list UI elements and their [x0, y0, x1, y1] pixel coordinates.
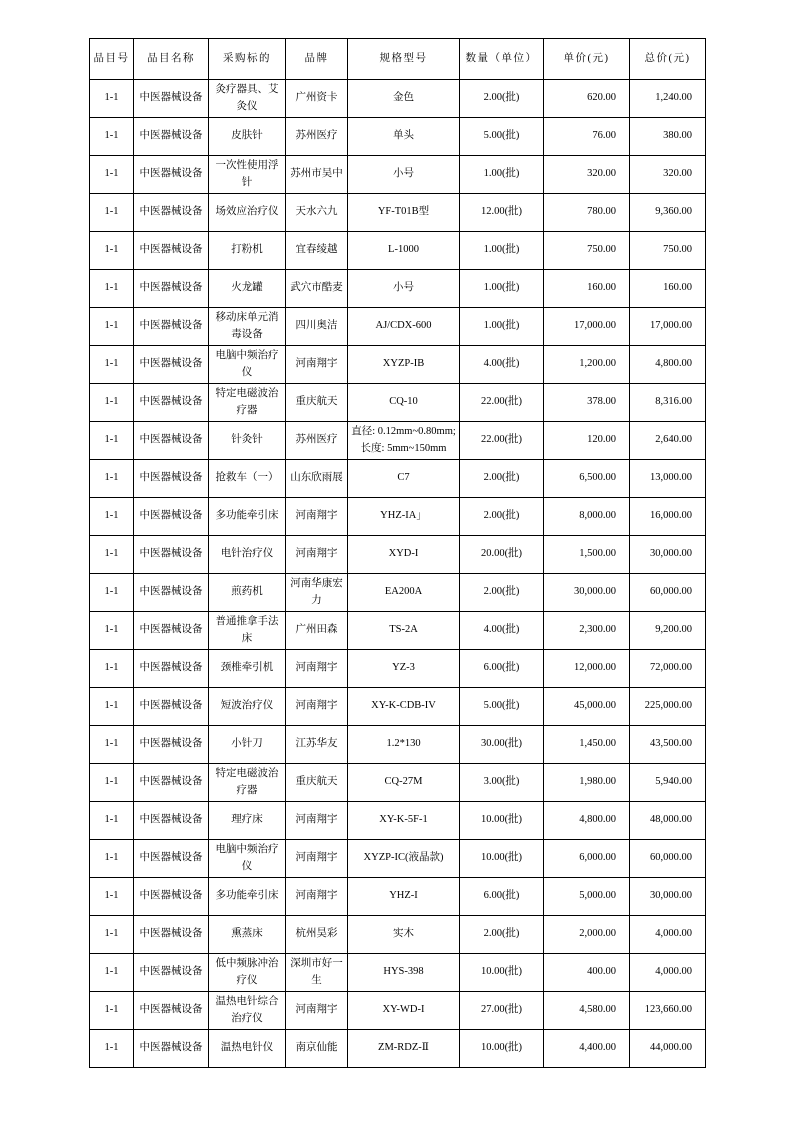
cell-quantity: 1.00(批)	[460, 308, 544, 346]
table-row	[90, 422, 706, 460]
table-row	[90, 536, 706, 574]
cell-subject: 特定电磁波治疗器	[209, 384, 286, 422]
cell-unit-price: 12,000.00	[544, 650, 630, 688]
cell-brand: 南京仙能	[286, 1030, 348, 1068]
cell-brand: 河南翔宇	[286, 840, 348, 878]
cell-spec-model: L-1000	[348, 232, 460, 270]
cell-subject: 皮肤针	[209, 118, 286, 156]
cell-spec-model: ZM-RDZ-Ⅱ	[348, 1030, 460, 1068]
cell-quantity: 2.00(批)	[460, 916, 544, 954]
table-row	[90, 460, 706, 498]
table-row	[90, 650, 706, 688]
cell-subject: 火龙罐	[209, 270, 286, 308]
header-item-no: 品目号	[90, 39, 134, 80]
cell-brand: 四川奥洁	[286, 308, 348, 346]
cell-subject: 灸疗器具、艾灸仪	[209, 80, 286, 118]
cell-total-price: 1,240.00	[630, 80, 706, 118]
cell-item-name: 中医器械设备	[134, 384, 209, 422]
cell-item-name: 中医器械设备	[134, 688, 209, 726]
cell-item-no: 1-1	[90, 232, 134, 270]
cell-total-price: 48,000.00	[630, 802, 706, 840]
cell-subject: 小针刀	[209, 726, 286, 764]
cell-total-price: 30,000.00	[630, 536, 706, 574]
cell-total-price: 60,000.00	[630, 574, 706, 612]
cell-unit-price: 4,400.00	[544, 1030, 630, 1068]
cell-spec-model: 直径: 0.12mm~0.80mm; 长度: 5mm~150mm	[348, 422, 460, 460]
cell-item-name: 中医器械设备	[134, 80, 209, 118]
cell-total-price: 9,360.00	[630, 194, 706, 232]
cell-item-name: 中医器械设备	[134, 156, 209, 194]
table-row	[90, 574, 706, 612]
cell-spec-model: YHZ-I	[348, 878, 460, 916]
cell-unit-price: 620.00	[544, 80, 630, 118]
cell-subject: 多功能牵引床	[209, 878, 286, 916]
cell-unit-price: 160.00	[544, 270, 630, 308]
table-row	[90, 346, 706, 384]
table-row	[90, 916, 706, 954]
cell-item-name: 中医器械设备	[134, 498, 209, 536]
table-header	[90, 39, 706, 80]
cell-quantity: 20.00(批)	[460, 536, 544, 574]
table-row	[90, 688, 706, 726]
cell-quantity: 3.00(批)	[460, 764, 544, 802]
table-row	[90, 878, 706, 916]
cell-unit-price: 2,000.00	[544, 916, 630, 954]
cell-item-no: 1-1	[90, 688, 134, 726]
cell-spec-model: 单头	[348, 118, 460, 156]
cell-item-name: 中医器械设备	[134, 954, 209, 992]
cell-brand: 河南华康宏力	[286, 574, 348, 612]
cell-brand: 河南翔宇	[286, 802, 348, 840]
cell-item-name: 中医器械设备	[134, 992, 209, 1030]
cell-unit-price: 320.00	[544, 156, 630, 194]
cell-total-price: 750.00	[630, 232, 706, 270]
cell-unit-price: 1,500.00	[544, 536, 630, 574]
cell-quantity: 2.00(批)	[460, 460, 544, 498]
cell-unit-price: 2,300.00	[544, 612, 630, 650]
cell-total-price: 16,000.00	[630, 498, 706, 536]
cell-spec-model: 小号	[348, 156, 460, 194]
header-unit-price: 单价(元)	[544, 39, 630, 80]
cell-subject: 温热电针仪	[209, 1030, 286, 1068]
cell-brand: 武穴市酷麦	[286, 270, 348, 308]
cell-item-name: 中医器械设备	[134, 764, 209, 802]
cell-unit-price: 76.00	[544, 118, 630, 156]
cell-unit-price: 6,500.00	[544, 460, 630, 498]
cell-spec-model: AJ/CDX-600	[348, 308, 460, 346]
cell-item-name: 中医器械设备	[134, 1030, 209, 1068]
cell-brand: 重庆航天	[286, 384, 348, 422]
cell-spec-model: C7	[348, 460, 460, 498]
cell-item-no: 1-1	[90, 612, 134, 650]
cell-brand: 苏州医疗	[286, 118, 348, 156]
cell-unit-price: 30,000.00	[544, 574, 630, 612]
cell-subject: 普通推拿手法床	[209, 612, 286, 650]
cell-item-no: 1-1	[90, 954, 134, 992]
cell-total-price: 123,660.00	[630, 992, 706, 1030]
table-body	[90, 80, 706, 1068]
cell-spec-model: XY-K-CDB-IV	[348, 688, 460, 726]
table-header-row	[90, 39, 706, 80]
table-row	[90, 954, 706, 992]
cell-quantity: 30.00(批)	[460, 726, 544, 764]
cell-subject: 针灸针	[209, 422, 286, 460]
cell-item-no: 1-1	[90, 194, 134, 232]
cell-subject: 颈椎牵引机	[209, 650, 286, 688]
cell-total-price: 4,800.00	[630, 346, 706, 384]
cell-item-name: 中医器械设备	[134, 308, 209, 346]
cell-quantity: 5.00(批)	[460, 118, 544, 156]
cell-quantity: 10.00(批)	[460, 954, 544, 992]
cell-brand: 江苏华友	[286, 726, 348, 764]
cell-quantity: 22.00(批)	[460, 422, 544, 460]
cell-unit-price: 6,000.00	[544, 840, 630, 878]
cell-item-no: 1-1	[90, 118, 134, 156]
cell-total-price: 72,000.00	[630, 650, 706, 688]
cell-item-no: 1-1	[90, 878, 134, 916]
cell-item-name: 中医器械设备	[134, 270, 209, 308]
cell-unit-price: 4,580.00	[544, 992, 630, 1030]
cell-subject: 电脑中频治疗仪	[209, 346, 286, 384]
cell-unit-price: 4,800.00	[544, 802, 630, 840]
cell-item-no: 1-1	[90, 574, 134, 612]
cell-total-price: 2,640.00	[630, 422, 706, 460]
cell-total-price: 44,000.00	[630, 1030, 706, 1068]
cell-brand: 深圳市好一生	[286, 954, 348, 992]
cell-quantity: 1.00(批)	[460, 156, 544, 194]
cell-brand: 河南翔宇	[286, 878, 348, 916]
cell-item-name: 中医器械设备	[134, 802, 209, 840]
cell-item-name: 中医器械设备	[134, 574, 209, 612]
cell-item-name: 中医器械设备	[134, 650, 209, 688]
cell-brand: 重庆航天	[286, 764, 348, 802]
table-row	[90, 118, 706, 156]
cell-unit-price: 120.00	[544, 422, 630, 460]
cell-item-no: 1-1	[90, 308, 134, 346]
cell-quantity: 2.00(批)	[460, 498, 544, 536]
cell-total-price: 60,000.00	[630, 840, 706, 878]
cell-quantity: 2.00(批)	[460, 574, 544, 612]
cell-unit-price: 17,000.00	[544, 308, 630, 346]
table-row	[90, 194, 706, 232]
cell-unit-price: 1,200.00	[544, 346, 630, 384]
cell-brand: 广州田森	[286, 612, 348, 650]
cell-spec-model: YZ-3	[348, 650, 460, 688]
cell-subject: 煎药机	[209, 574, 286, 612]
table-row	[90, 498, 706, 536]
cell-quantity: 10.00(批)	[460, 840, 544, 878]
cell-spec-model: XY-WD-I	[348, 992, 460, 1030]
cell-item-name: 中医器械设备	[134, 612, 209, 650]
cell-spec-model: EA200A	[348, 574, 460, 612]
cell-item-no: 1-1	[90, 156, 134, 194]
cell-quantity: 5.00(批)	[460, 688, 544, 726]
cell-spec-model: 实木	[348, 916, 460, 954]
cell-total-price: 43,500.00	[630, 726, 706, 764]
cell-unit-price: 750.00	[544, 232, 630, 270]
cell-unit-price: 1,450.00	[544, 726, 630, 764]
cell-item-no: 1-1	[90, 650, 134, 688]
cell-total-price: 17,000.00	[630, 308, 706, 346]
cell-subject: 特定电磁波治疗器	[209, 764, 286, 802]
table-row	[90, 1030, 706, 1068]
cell-quantity: 4.00(批)	[460, 346, 544, 384]
cell-item-no: 1-1	[90, 1030, 134, 1068]
cell-unit-price: 378.00	[544, 384, 630, 422]
cell-brand: 河南翔宇	[286, 498, 348, 536]
table-row	[90, 308, 706, 346]
cell-quantity: 10.00(批)	[460, 1030, 544, 1068]
cell-brand: 天水六九	[286, 194, 348, 232]
cell-total-price: 320.00	[630, 156, 706, 194]
cell-unit-price: 8,000.00	[544, 498, 630, 536]
cell-brand: 苏州医疗	[286, 422, 348, 460]
cell-spec-model: YHZ-IA」	[348, 498, 460, 536]
cell-quantity: 12.00(批)	[460, 194, 544, 232]
cell-quantity: 6.00(批)	[460, 878, 544, 916]
cell-spec-model: XYD-I	[348, 536, 460, 574]
cell-subject: 打粉机	[209, 232, 286, 270]
cell-brand: 河南翔宇	[286, 536, 348, 574]
cell-spec-model: XY-K-5F-1	[348, 802, 460, 840]
procurement-items-table	[89, 38, 706, 1068]
table-row	[90, 840, 706, 878]
cell-total-price: 160.00	[630, 270, 706, 308]
cell-item-name: 中医器械设备	[134, 726, 209, 764]
cell-unit-price: 5,000.00	[544, 878, 630, 916]
cell-item-no: 1-1	[90, 536, 134, 574]
cell-unit-price: 400.00	[544, 954, 630, 992]
cell-item-name: 中医器械设备	[134, 840, 209, 878]
cell-item-name: 中医器械设备	[134, 232, 209, 270]
cell-total-price: 5,940.00	[630, 764, 706, 802]
cell-subject: 一次性使用浮针	[209, 156, 286, 194]
cell-quantity: 2.00(批)	[460, 80, 544, 118]
cell-subject: 场效应治疗仪	[209, 194, 286, 232]
cell-spec-model: 小号	[348, 270, 460, 308]
cell-item-name: 中医器械设备	[134, 118, 209, 156]
cell-item-no: 1-1	[90, 80, 134, 118]
cell-subject: 移动床单元消毒设备	[209, 308, 286, 346]
cell-brand: 山东欣雨展	[286, 460, 348, 498]
cell-spec-model: XYZP-IB	[348, 346, 460, 384]
cell-spec-model: 金色	[348, 80, 460, 118]
header-item-name: 品目名称	[134, 39, 209, 80]
cell-subject: 电脑中频治疗仪	[209, 840, 286, 878]
cell-total-price: 13,000.00	[630, 460, 706, 498]
header-brand: 品牌	[286, 39, 348, 80]
cell-unit-price: 45,000.00	[544, 688, 630, 726]
cell-subject: 温热电针综合治疗仪	[209, 992, 286, 1030]
table-row	[90, 764, 706, 802]
cell-item-no: 1-1	[90, 840, 134, 878]
cell-item-name: 中医器械设备	[134, 460, 209, 498]
cell-subject: 短波治疗仪	[209, 688, 286, 726]
cell-item-no: 1-1	[90, 384, 134, 422]
cell-total-price: 4,000.00	[630, 916, 706, 954]
cell-item-no: 1-1	[90, 916, 134, 954]
cell-item-no: 1-1	[90, 764, 134, 802]
cell-item-no: 1-1	[90, 726, 134, 764]
cell-unit-price: 1,980.00	[544, 764, 630, 802]
header-quantity: 数量（单位）	[460, 39, 544, 80]
table-row	[90, 156, 706, 194]
cell-spec-model: XYZP-IC(液晶款)	[348, 840, 460, 878]
cell-quantity: 1.00(批)	[460, 270, 544, 308]
cell-spec-model: YF-T01B型	[348, 194, 460, 232]
cell-brand: 宜春绫越	[286, 232, 348, 270]
cell-quantity: 22.00(批)	[460, 384, 544, 422]
cell-brand: 杭州昊彩	[286, 916, 348, 954]
cell-spec-model: HYS-398	[348, 954, 460, 992]
table-row	[90, 80, 706, 118]
cell-quantity: 1.00(批)	[460, 232, 544, 270]
table-row	[90, 726, 706, 764]
cell-brand: 河南翔宇	[286, 992, 348, 1030]
cell-unit-price: 780.00	[544, 194, 630, 232]
table-row	[90, 232, 706, 270]
cell-subject: 电针治疗仪	[209, 536, 286, 574]
cell-item-no: 1-1	[90, 802, 134, 840]
header-spec-model: 规格型号	[348, 39, 460, 80]
cell-item-no: 1-1	[90, 270, 134, 308]
cell-item-no: 1-1	[90, 460, 134, 498]
cell-item-name: 中医器械设备	[134, 422, 209, 460]
cell-spec-model: CQ-27M	[348, 764, 460, 802]
cell-total-price: 8,316.00	[630, 384, 706, 422]
cell-item-name: 中医器械设备	[134, 878, 209, 916]
cell-quantity: 4.00(批)	[460, 612, 544, 650]
cell-item-name: 中医器械设备	[134, 194, 209, 232]
cell-subject: 低中频脉冲治疗仪	[209, 954, 286, 992]
cell-brand: 河南翔宇	[286, 346, 348, 384]
cell-quantity: 10.00(批)	[460, 802, 544, 840]
cell-spec-model: CQ-10	[348, 384, 460, 422]
cell-subject: 熏蒸床	[209, 916, 286, 954]
cell-brand: 河南翔宇	[286, 688, 348, 726]
cell-total-price: 4,000.00	[630, 954, 706, 992]
cell-subject: 多功能牵引床	[209, 498, 286, 536]
cell-spec-model: 1.2*130	[348, 726, 460, 764]
cell-total-price: 380.00	[630, 118, 706, 156]
table-row	[90, 270, 706, 308]
cell-brand: 广州资卡	[286, 80, 348, 118]
cell-item-name: 中医器械设备	[134, 346, 209, 384]
table-row	[90, 612, 706, 650]
table-row	[90, 384, 706, 422]
cell-total-price: 225,000.00	[630, 688, 706, 726]
cell-item-no: 1-1	[90, 422, 134, 460]
cell-item-no: 1-1	[90, 498, 134, 536]
cell-item-name: 中医器械设备	[134, 916, 209, 954]
cell-brand: 苏州市吴中	[286, 156, 348, 194]
table-row	[90, 802, 706, 840]
cell-item-no: 1-1	[90, 346, 134, 384]
header-subject: 采购标的	[209, 39, 286, 80]
cell-quantity: 27.00(批)	[460, 992, 544, 1030]
cell-subject: 理疗床	[209, 802, 286, 840]
cell-item-no: 1-1	[90, 992, 134, 1030]
table-row	[90, 992, 706, 1030]
cell-subject: 抢救车（一）	[209, 460, 286, 498]
header-total-price: 总价(元)	[630, 39, 706, 80]
cell-brand: 河南翔宇	[286, 650, 348, 688]
cell-item-name: 中医器械设备	[134, 536, 209, 574]
cell-total-price: 9,200.00	[630, 612, 706, 650]
cell-spec-model: TS-2A	[348, 612, 460, 650]
cell-quantity: 6.00(批)	[460, 650, 544, 688]
cell-total-price: 30,000.00	[630, 878, 706, 916]
